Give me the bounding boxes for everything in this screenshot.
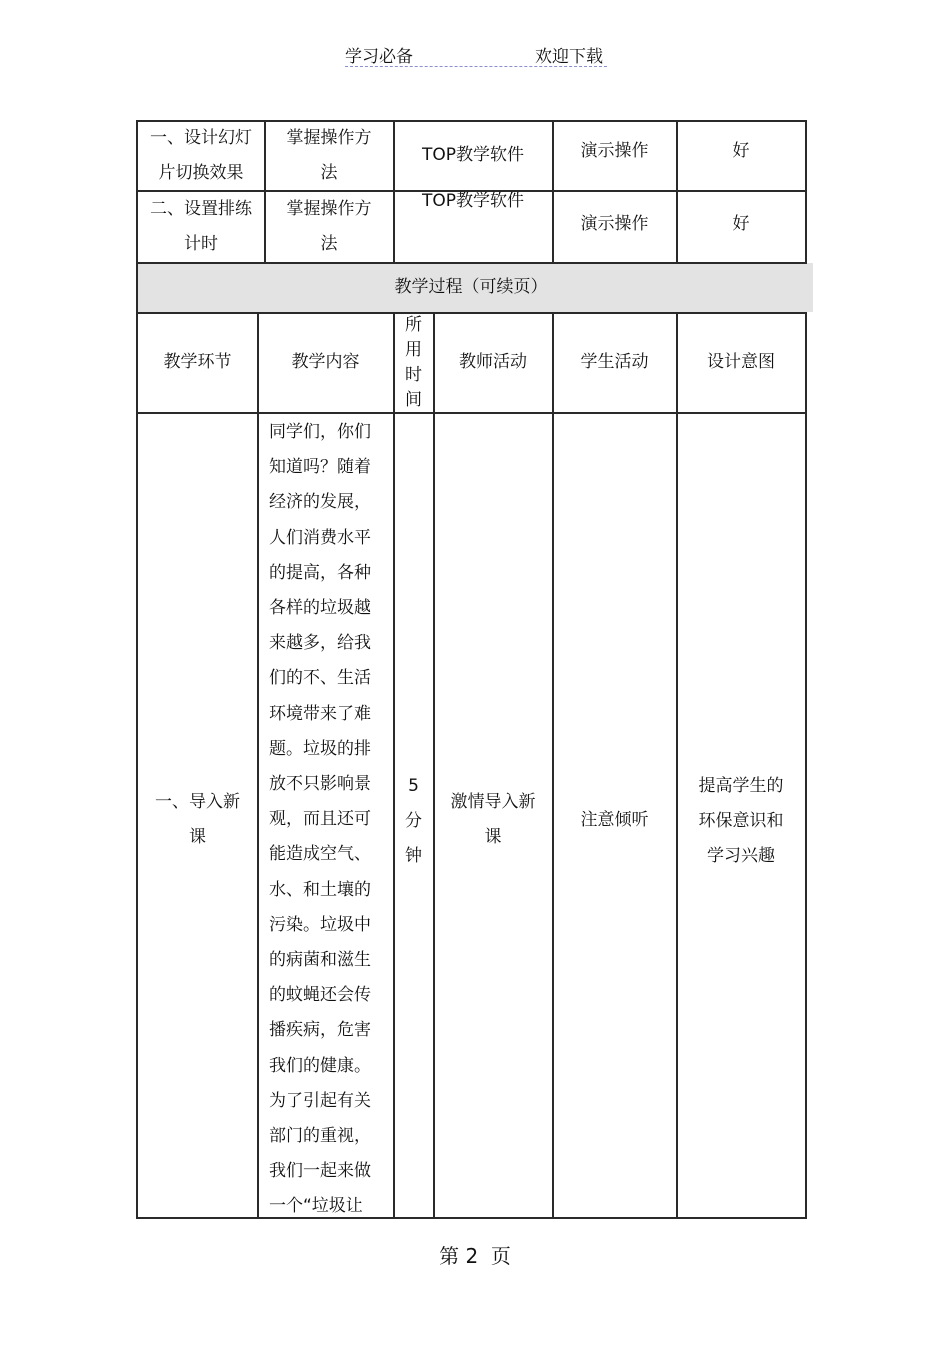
section-title: 教学过程（可续页） xyxy=(394,277,548,297)
lesson-teacher-activity: 激情导入新 课 xyxy=(450,792,536,847)
row1-section: 一、设计幻灯 片切换效果 xyxy=(150,127,252,183)
row1-method: 演示操作 xyxy=(580,141,649,161)
lesson-intent: 提高学生的 环保意识和 学习兴趣 xyxy=(698,775,784,866)
lesson-content: 同学们，你们 知道吗？随着 经济的发展， 人们消费水平 的提高，各种 各样的垃圾越 来越多，给我 们的不、生活 环境带来了难 题。垃圾的排 放不只影响景 观，而且还可 能造成空气、 水、和土壤的 污染。垃圾中 的病菌和滋生 的蚊蝇还会传 播疾病，危害 我们的健康。 为了引起有关 部门的重视， 我们一起来做 一个“垃圾让 xyxy=(269,422,371,1217)
lesson-stage: 一、导入新 课 xyxy=(155,792,240,847)
header-right-text: 欢迎下载 xyxy=(535,47,603,67)
row2-result: 好 xyxy=(732,213,750,234)
col-header-content: 教学内容 xyxy=(291,352,360,372)
col-header-time: 所 用 时 间 xyxy=(405,314,422,410)
page-number: 第 2 页 xyxy=(439,1244,511,1268)
col-header-intent: 设计意图 xyxy=(707,352,775,372)
row2-tool: TOP教学软件 xyxy=(421,191,525,211)
row1-goal: 掌握操作方 法 xyxy=(286,127,372,183)
row1-result: 好 xyxy=(732,141,750,161)
lesson-student-activity: 注意倾听 xyxy=(580,809,649,830)
header-left-text: 学习必备 xyxy=(345,47,413,67)
row2-goal: 掌握操作方 法 xyxy=(286,199,372,254)
row2-section: 二、设置排练 计时 xyxy=(150,199,252,254)
col-header-student: 学生活动 xyxy=(580,352,649,372)
lesson-time: 5 分 钟 xyxy=(405,775,422,866)
col-header-teacher: 教师活动 xyxy=(459,352,527,372)
row2-method: 演示操作 xyxy=(580,213,649,234)
col-header-stage: 教学环节 xyxy=(163,352,232,372)
page-header xyxy=(345,38,607,67)
row1-tool: TOP教学软件 xyxy=(421,145,525,165)
